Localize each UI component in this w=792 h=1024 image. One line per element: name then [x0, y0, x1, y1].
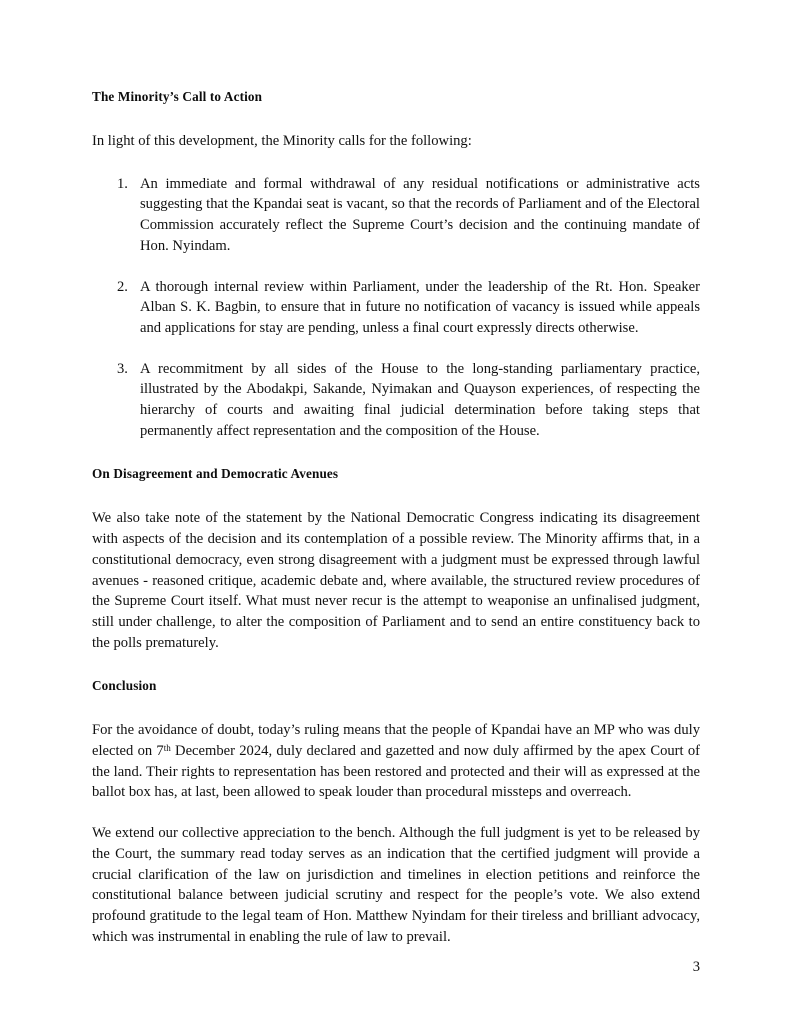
- paragraph-conclusion-first: [92, 720, 700, 803]
- spacer: [92, 441, 700, 465]
- list-item-text: A recommitment by all sides of the House to the long-standing parliamentary practice, illustrated by the Abodakpi, Sakande, Nyimakan and Quayson experiences, of respecting the hierarchy of courts and awaiting final judicial determination before taking steps that permanently affect representation and the composition of the House.: [140, 360, 700, 439]
- conclusion-text-before-superscript: For the avoidance of doubt, today’s ruling means that the people of Kpandai have an MP who was duly elected on 7: [92, 722, 700, 760]
- call-to-action-list: [92, 174, 700, 442]
- list-item-text: An immediate and formal withdrawal of any residual notifications or administrative acts suggesting that the Kpandai seat is vacant, so that the records of Parliament and of the Electoral Commission accurately reflect the Supreme Court’s decision and the continuing mandate of Hon. Nyindam.: [140, 175, 700, 254]
- heading-call-to-action: The Minority’s Call to Action: [92, 89, 263, 104]
- spacer: [92, 482, 700, 508]
- list-item-marker: 3.: [117, 360, 128, 377]
- spacer: [92, 152, 700, 174]
- list-item: [92, 277, 700, 339]
- spacer: [92, 653, 700, 677]
- heading-conclusion: Conclusion: [92, 678, 157, 694]
- list-item-marker: 2.: [117, 278, 128, 295]
- spacer: [92, 105, 700, 131]
- list-item: [92, 359, 700, 442]
- spacer: [92, 803, 700, 823]
- paragraph-conclusion-second: We extend our collective appreciation to the bench. Although the full judgment is yet to be released by the Court, the summary read today serves as an indication that the certified judgment will provide a crucial clarification of the law on jurisdiction and timelines in election petitions and reinforce the constitutional balance between judicial scrutiny and respect for the people’s vote. We also extend profound gratitude to the legal team of Hon. Matthew Nyindam for their tireless and brilliant advocacy, which was instrumental in enabling the rule of law to prevail.: [92, 825, 700, 945]
- list-item-marker: 1.: [117, 175, 128, 192]
- heading-on-disagreement: On Disagreement and Democratic Avenues: [92, 466, 339, 482]
- conclusion-text-after-superscript: December 2024, duly declared and gazetted and now duly affirmed by the apex Court of the land. Their rights to representation has been restored and protected and their will as expressed at the ballot box has, at last, been allowed to speak louder than procedural missteps and overreach.: [92, 743, 700, 801]
- list-item-text: A thorough internal review within Parliament, under the leadership of the Rt. Hon. Speaker Alban S. K. Bagbin, to ensure that in future no notification of vacancy is issued while appeals and applications for stay are pending, unless a final court expressly directs otherwise.: [140, 278, 700, 336]
- document-body: [92, 88, 700, 947]
- paragraph-call-to-action-intro: In light of this development, the Minority calls for the following:: [92, 133, 472, 149]
- list-item: [92, 174, 700, 257]
- paragraph-disagreement: We also take note of the statement by the National Democratic Congress indicating its disagreement with aspects of the decision and its contemplation of a possible review. The Minority affirms that, in a constitutional democracy, even strong disagreement with a judgment must be expressed through lawful avenues - reasoned critique, academic debate and, where available, the structured review procedures of the Supreme Court itself. What must never recur is the attempt to weaponise an unfinalised judgment, still under challenge, to alter the composition of Parliament and to send an entire constituency back to the polls prematurely.: [92, 510, 700, 651]
- ordinal-superscript: th: [163, 743, 171, 753]
- page-number: 3: [692, 959, 700, 975]
- spacer: [92, 694, 700, 720]
